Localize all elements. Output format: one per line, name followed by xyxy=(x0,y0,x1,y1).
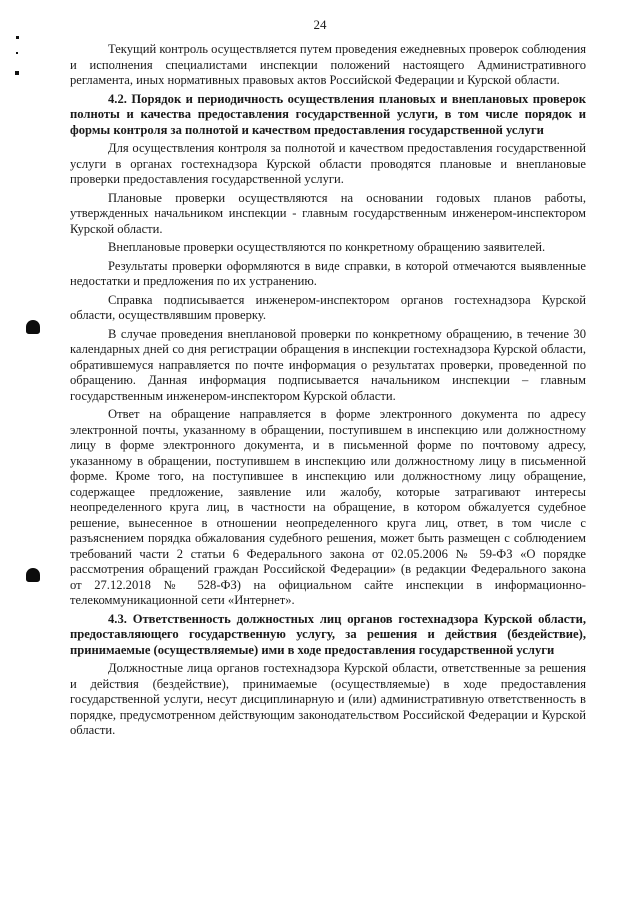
paragraph: Результаты проверки оформляются в виде справки, в которой отмечаются выявленные недостатки и предложения по их устранению. xyxy=(70,258,586,288)
paragraph: Ответ на обращение направляется в форме электронного документа по адресу электронной почты, указанному в обращении, поступившем в инспекцию или должностному лицу в форме электронного документа, и в письменной форме по почтовому адресу, указанному в обращении, поступившем в инспекцию или должностному лицу в письменной форме. Кроме того, на поступившее в инспекцию или должностному лицу обращение, содержащее предложение, заявление или жалобу, которые затрагивают интересы неопределенного круга лиц, в частности на обращение, в котором обжалуется судебное решение, вынесенное в отношении неопределенного круга лиц, ответ, в том числе с разъяснением порядка обжалования судебного решения, может быть размещен с соблюдением требований части 2 статьи 6 Федерального закона от 02.05.2006 № 59-ФЗ «О порядке рассмотрения обращений граждан Российской Федерации» (в редакции Федерального закона от 27.12.2018 № 528-ФЗ) на официальном сайте инспекции в информационно-телекоммуникационной сети «Интернет». xyxy=(70,407,586,607)
paragraph: В случае проведения внеплановой проверки по конкретному обращению, в течение 30 календарных дней со дня регистрации обращения в инспекции гостехнадзора Курской области, обратившемуся направляется по почте информация о результатах проверки, проведенной по обращению. Данная информация подписывается начальником инспекции – главным государственным инженером-инспектором Курской области. xyxy=(70,326,586,403)
document-body xyxy=(70,42,586,742)
scan-mark xyxy=(15,71,19,75)
paragraph: Должностные лица органов гостехнадзора Курской области, ответственные за решения и действия (бездействие), принимаемые (осуществляемые) в ходе предоставления государственной услуги, несут дисциплинарную и (или) административную ответственность в порядке, предусмотренном действующим законодательством Российской Федерации и Курской области. xyxy=(70,661,586,737)
paragraph: Текущий контроль осуществляется путем проведения ежедневных проверок соблюдения и исполнения специалистами инспекции положений настоящего Административного регламента, иных нормативных правовых актов Российской Федерации и Курской области. xyxy=(70,42,586,87)
page-number: 24 xyxy=(313,17,327,32)
section-heading: 4.2. Порядок и периодичность осуществления плановых и внеплановых проверок полноты и качества предоставления государственной услуги, в том числе порядок и формы контроля за полнотой и качеством предоставления государственной услуги xyxy=(70,91,586,137)
scan-mark xyxy=(16,36,19,39)
paragraph: Справка подписывается инженером-инспектором органов гостехнадзора Курской области, осуществлявшим проверку. xyxy=(70,292,586,322)
paragraph: Внеплановые проверки осуществляются по конкретному обращению заявителей. xyxy=(108,240,546,254)
paragraph: Для осуществления контроля за полнотой и качеством предоставления государственной услуги в органах гостехнадзора Курской области проводятся плановые и внеплановые проверки предоставления государственной услуги. xyxy=(70,141,586,186)
section-heading: 4.3. Ответственность должностных лиц органов гостехнадзора Курской области, предоставляющего государственную услугу, за решения и действия (бездействие), принимаемые (осуществляемые) ими в ходе предоставления государственной услуги xyxy=(70,611,586,657)
punch-hole-mark xyxy=(26,568,40,582)
punch-hole-mark xyxy=(26,320,40,334)
paragraph: Плановые проверки осуществляются на основании годовых планов работы, утвержденных начальником инспекции - главным государственным инженером-инспектором Курской области. xyxy=(70,190,586,236)
scan-mark xyxy=(16,52,18,54)
